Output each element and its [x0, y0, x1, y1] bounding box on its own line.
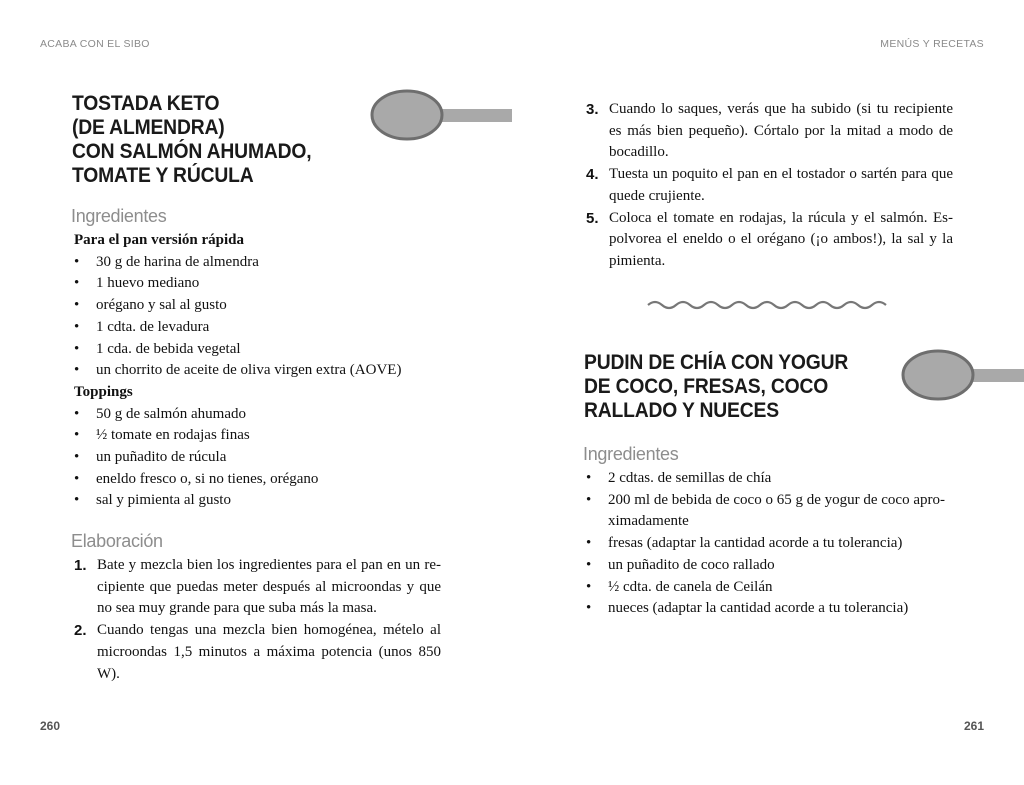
step-text: Coloca el tomate en rodajas, la rúcula y el salmón. Espolvorea el eneldo o el orégano (¡o ambos!), la sal y la pimienta. — [609, 209, 953, 269]
step-item — [72, 620, 441, 685]
elaboration-heading: Elaboración — [71, 531, 163, 551]
ingredients-heading: Ingredientes — [71, 206, 167, 226]
ingredient-item: • fresas (adaptar la cantidad acorde a tu tolerancia) — [584, 533, 956, 555]
title-line: RALLADO Y NUECES — [584, 399, 779, 422]
steps-list — [72, 555, 441, 685]
step-item — [584, 99, 953, 164]
title-line: PUDIN DE CHÍA CON YOGUR — [584, 351, 849, 374]
step-number: 4. — [586, 166, 599, 184]
ingredients-heading: Ingredientes — [583, 444, 679, 464]
running-head-right: MENÚS Y RECETAS — [880, 38, 984, 50]
page-number-right: 261 — [963, 719, 984, 733]
ingredients-subheading: Toppings — [74, 383, 133, 400]
ingredient-item: • un puñadito de rúcula — [72, 447, 442, 469]
ingredient-item: • 200 ml de bebida de coco o 65 g de yogur de coco aproximadamente — [584, 490, 956, 533]
step-text: Bate y mezcla bien los ingredientes para el pan en un recipiente que puedas meter después al microondas y que no sea muy grande para que suba más la masa. — [97, 557, 441, 617]
title-line: (DE ALMENDRA) — [72, 116, 225, 139]
step-item — [584, 164, 953, 207]
ingredient-item: • 1 cdta. de levadura — [72, 317, 442, 339]
ingredient-item: • sal y pimienta al gusto — [72, 490, 442, 512]
step-item — [72, 555, 441, 620]
recipe-title-pudin — [584, 351, 871, 423]
ingredient-item: • 30 g de harina de almendra — [72, 252, 442, 274]
step-text: Tuesta un poquito el pan en el tostador o sartén para que quede crujiente. — [609, 166, 953, 204]
step-number: 3. — [586, 101, 599, 118]
ingredient-item: • 1 huevo mediano — [72, 273, 442, 295]
ingredients-subheading: Para el pan versión rápida — [74, 232, 245, 248]
running-head-left: ACABA CON EL SIBO — [40, 38, 150, 50]
right-page — [512, 0, 1024, 785]
spoon-icon — [901, 348, 1024, 402]
title-line: TOMATE Y RÚCULA — [72, 164, 254, 187]
ingredient-item: • ½ cdta. de canela de Ceilán — [584, 577, 956, 599]
step-text: Cuando lo saques, verás que ha subido (si tu recipiente es más bien pequeño). Córtalo por la mitad a modo de bocadillo. — [609, 101, 953, 161]
step-number: 5. — [586, 209, 599, 227]
continued-steps-list — [584, 99, 953, 273]
title-line: DE COCO, FRESAS, COCO — [584, 375, 829, 398]
ingredient-item: • 1 cda. de bebida vegetal — [72, 339, 442, 361]
ingredients-list — [72, 230, 442, 512]
spoon-icon — [370, 88, 512, 142]
ingredient-group — [72, 404, 442, 513]
recipe-title-tostada — [72, 92, 332, 188]
ingredient-item: • un puñadito de coco rallado — [584, 555, 956, 577]
ingredient-group — [72, 252, 442, 382]
ingredient-item: • 2 cdtas. de semillas de chía — [584, 468, 956, 490]
title-line: CON SALMÓN AHUMADO, — [72, 140, 312, 163]
title-line: TOSTADA KETO — [72, 92, 220, 115]
ingredients-list — [584, 468, 956, 620]
ingredient-item: • ½ tomate en rodajas finas — [72, 425, 442, 447]
step-number: 2. — [74, 622, 87, 640]
step-item — [584, 208, 953, 273]
step-number: 1. — [74, 557, 87, 574]
ingredient-item: • nueces (adaptar la cantidad acorde a tu tolerancia) — [584, 598, 956, 620]
ingredient-item: • un chorrito de aceite de oliva virgen extra (AOVE) — [72, 360, 442, 382]
ingredient-item: • 50 g de salmón ahumado — [72, 404, 442, 426]
step-text: Cuando tengas una mezcla bien homogénea, mételo al microondas 1,5 minutos a máxima potencia (unos 850 W). — [97, 622, 441, 682]
wavy-divider — [646, 298, 890, 312]
ingredient-item: • orégano y sal al gusto — [72, 295, 442, 317]
ingredient-item: • eneldo fresco o, si no tienes, orégano — [72, 469, 442, 491]
page-number-left: 260 — [40, 719, 61, 733]
